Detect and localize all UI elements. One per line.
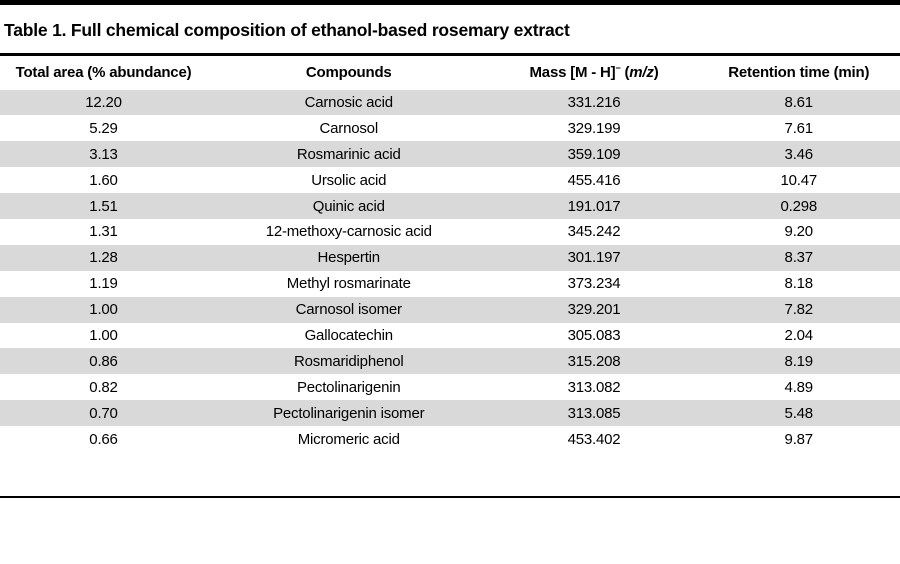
spacer bbox=[0, 452, 900, 496]
cell-compound: Carnosol bbox=[319, 119, 378, 137]
cell-mass: 455.416 bbox=[567, 171, 621, 189]
cell-retention-time: 8.37 bbox=[784, 249, 813, 267]
cell-compound: Rosmarinic acid bbox=[296, 145, 401, 163]
cell-compound: Micromeric acid bbox=[297, 430, 400, 448]
table-row bbox=[0, 297, 900, 323]
cell-retention-time: 2.04 bbox=[784, 326, 813, 344]
mass-header-paren-close: ) bbox=[653, 64, 659, 81]
cell-total-area: 1.60 bbox=[89, 171, 118, 189]
cell-total-area: 0.82 bbox=[89, 378, 118, 396]
col-header-compounds: Compounds bbox=[305, 64, 392, 81]
table-row bbox=[0, 141, 900, 167]
cell-compound: 12-methoxy-carnosic acid bbox=[265, 223, 432, 241]
cell-mass: 305.083 bbox=[567, 326, 621, 344]
cell-compound: Methyl rosmarinate bbox=[286, 275, 411, 293]
header-row bbox=[0, 56, 900, 90]
table-row bbox=[0, 219, 900, 245]
composition-table bbox=[0, 56, 900, 452]
cell-mass: 453.402 bbox=[567, 430, 621, 448]
cell-retention-time: 3.46 bbox=[784, 145, 813, 163]
cell-total-area: 1.28 bbox=[89, 249, 118, 267]
cell-total-area: 5.29 bbox=[89, 119, 118, 137]
cell-total-area: 1.00 bbox=[89, 326, 118, 344]
cell-total-area: 0.86 bbox=[89, 352, 118, 370]
table-row bbox=[0, 400, 900, 426]
cell-retention-time: 9.20 bbox=[784, 223, 813, 241]
cell-mass: 313.082 bbox=[567, 378, 621, 396]
cell-mass: 373.234 bbox=[567, 275, 621, 293]
cell-retention-time: 8.61 bbox=[784, 93, 813, 111]
cell-compound: Pectolinarigenin isomer bbox=[273, 404, 425, 422]
table-row bbox=[0, 245, 900, 271]
table-header bbox=[0, 56, 900, 90]
table-row bbox=[0, 271, 900, 297]
mass-header-unit: m/z bbox=[629, 64, 654, 81]
bottom-rule bbox=[0, 496, 900, 499]
cell-mass: 315.208 bbox=[567, 352, 621, 370]
cell-total-area: 0.66 bbox=[89, 430, 118, 448]
mass-header-paren-open: ( bbox=[620, 64, 630, 81]
cell-mass: 301.197 bbox=[567, 249, 621, 267]
cell-total-area: 1.19 bbox=[89, 275, 118, 293]
table-row bbox=[0, 426, 900, 452]
table-title: Table 1. Full chemical composition of ethanol-based rosemary extract bbox=[4, 20, 570, 40]
cell-retention-time: 8.19 bbox=[784, 352, 813, 370]
table-row bbox=[0, 115, 900, 141]
table-row bbox=[0, 348, 900, 374]
table-row bbox=[0, 167, 900, 193]
cell-retention-time: 7.61 bbox=[784, 119, 813, 137]
table-row bbox=[0, 90, 900, 116]
cell-compound: Quinic acid bbox=[312, 197, 385, 215]
col-header-total-area: Total area (% abundance) bbox=[15, 64, 192, 81]
cell-total-area: 3.13 bbox=[89, 145, 118, 163]
cell-mass: 191.017 bbox=[567, 197, 621, 215]
table-row bbox=[0, 374, 900, 400]
cell-compound: Gallocatechin bbox=[304, 326, 393, 344]
cell-total-area: 0.70 bbox=[89, 404, 118, 422]
cell-compound: Pectolinarigenin bbox=[296, 378, 401, 396]
cell-retention-time: 5.48 bbox=[784, 404, 813, 422]
col-header-retention-time: Retention time (min) bbox=[728, 64, 870, 81]
cell-total-area: 1.51 bbox=[89, 197, 118, 215]
cell-mass: 359.109 bbox=[567, 145, 621, 163]
cell-compound: Carnosic acid bbox=[304, 93, 393, 111]
cell-mass: 331.216 bbox=[567, 93, 621, 111]
cell-compound: Hespertin bbox=[317, 249, 380, 267]
cell-total-area: 12.20 bbox=[85, 93, 122, 111]
cell-mass: 329.199 bbox=[567, 119, 621, 137]
cell-retention-time: 10.47 bbox=[780, 171, 818, 189]
cell-retention-time: 9.87 bbox=[784, 430, 813, 448]
cell-compound: Rosmaridiphenol bbox=[293, 352, 404, 370]
cell-mass: 345.242 bbox=[567, 223, 621, 241]
cell-retention-time: 0.298 bbox=[780, 197, 818, 215]
table-row bbox=[0, 323, 900, 349]
table-row bbox=[0, 193, 900, 219]
cell-total-area: 1.31 bbox=[89, 223, 118, 241]
cell-mass: 329.201 bbox=[567, 301, 621, 319]
mass-header-base: Mass [M - H] bbox=[529, 64, 616, 81]
col-header-mass bbox=[491, 56, 698, 90]
cell-mass: 313.085 bbox=[567, 404, 621, 422]
mass-header-charge-sign: − bbox=[615, 63, 621, 73]
cell-retention-time: 8.18 bbox=[784, 275, 813, 293]
cell-retention-time: 4.89 bbox=[784, 378, 813, 396]
cell-retention-time: 7.82 bbox=[784, 301, 813, 319]
cell-compound: Ursolic acid bbox=[311, 171, 387, 189]
cell-total-area: 1.00 bbox=[89, 301, 118, 319]
table-body bbox=[0, 90, 900, 452]
cell-compound: Carnosol isomer bbox=[295, 301, 402, 319]
